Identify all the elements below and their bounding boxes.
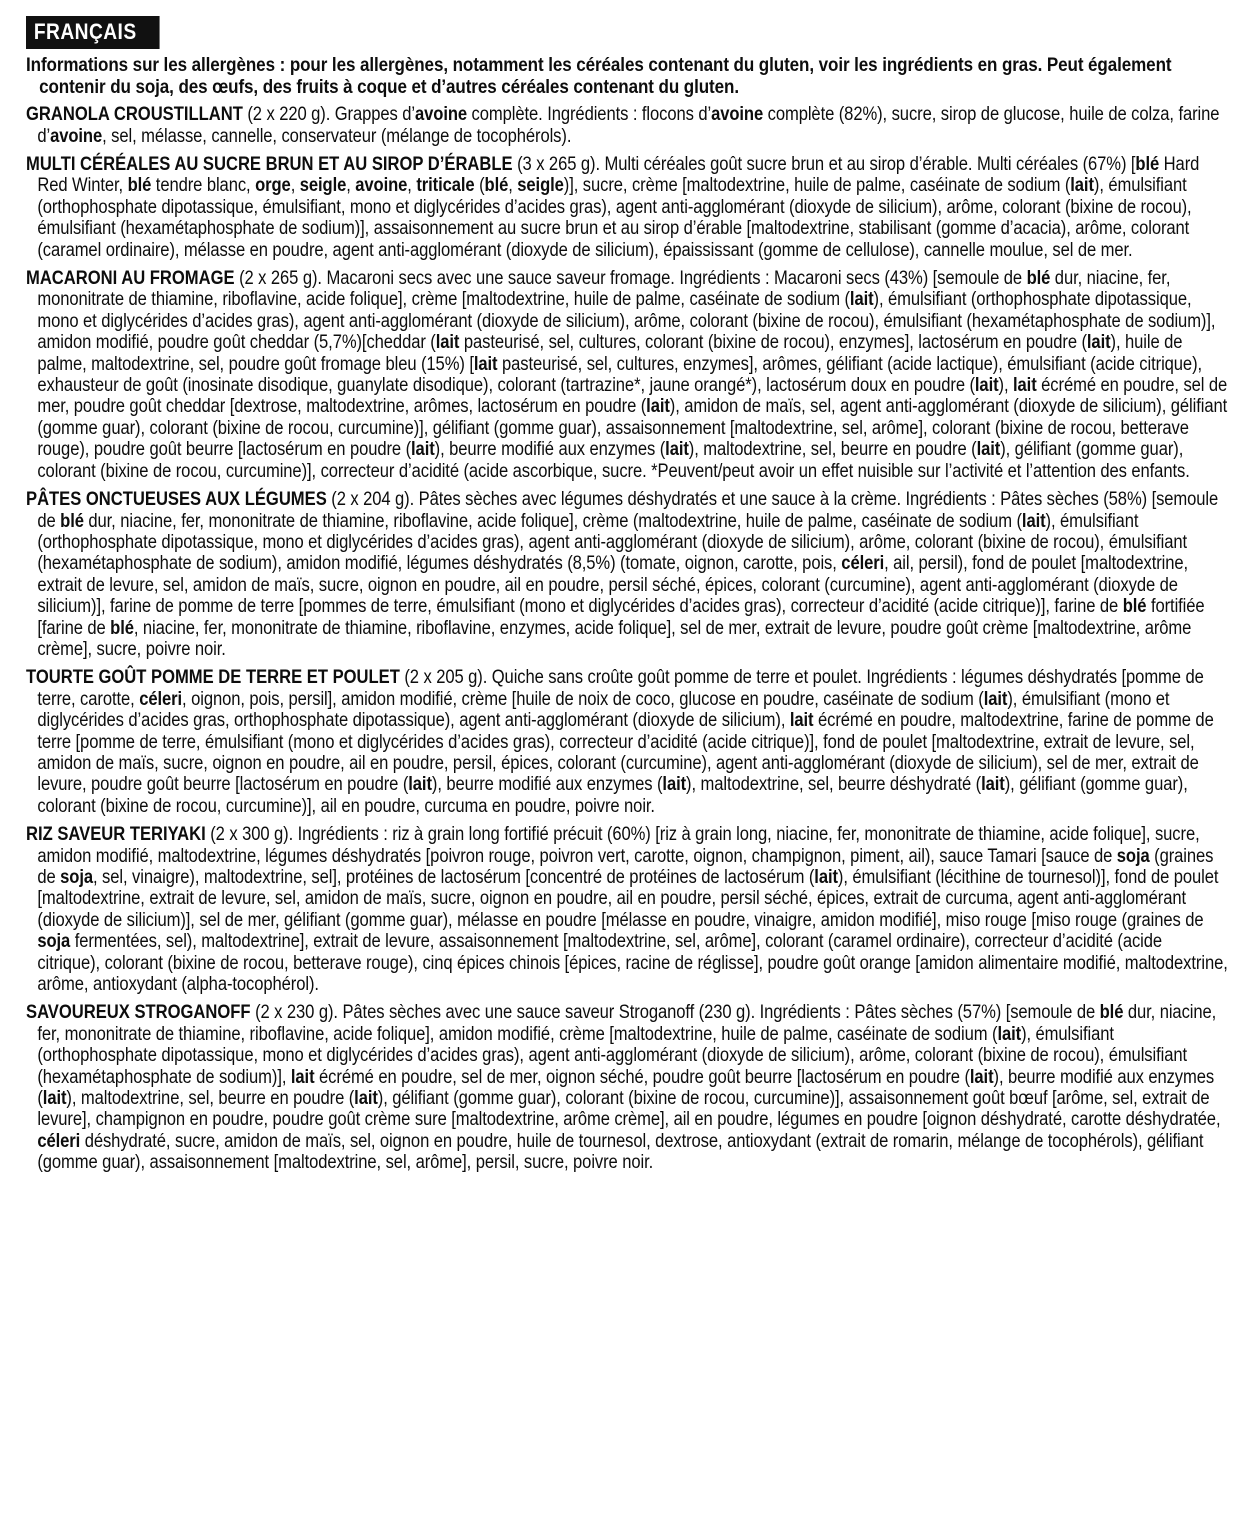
product-name: PÂTES ONCTUEUSES AUX LÉGUMES — [26, 489, 327, 511]
product-paragraph-tourte-poulet — [26, 667, 1229, 817]
product-name: GRANOLA CROUSTILLANT — [26, 104, 243, 126]
product-ingredients: (3 x 265 g). Multi céréales goût sucre brun et au sirop d’érable. Multi céréales (67%) [blé Hard Red Winter, blé tendre blanc, orge, seigle, avoine, triticale (blé, seigle)], sucre, crème [maltodextrine, huile de palme, caséinate de sodium (lait), émulsifiant (orthophosphate dipotassique, émulsifiant, mono et diglycérides d’acides gras), agent anti-agglomérant (dioxyde de silicium), arôme, colorant (bixine de rocou), émulsifiant (hexamétaphosphate de sodium)], assaisonnement au sucre brun et au sirop d’érable [maltodextrine, stabilisant (gomme d’acacia), arôme, colorant (caramel ordinaire), mélasse en poudre, agent anti-agglomérant (dioxyde de silicium), épaississant (gomme de cellulose), cannelle moulue, sel de mer. — [37, 154, 1200, 261]
product-name: MACARONI AU FROMAGE — [26, 268, 235, 290]
product-name: RIZ SAVEUR TERIYAKI — [26, 824, 206, 846]
product-paragraph-stroganoff — [26, 1002, 1229, 1173]
product-ingredients: (2 x 205 g). Quiche sans croûte goût pomme de terre et poulet. Ingrédients : légumes déshydratés [pomme de terre, carotte, céleri, oignon, pois, persil], amidon modifié, crème [huile de noix de coco, glucose en poudre, caséinate de sodium (lait), émulsifiant (mono et diglycérides d’acides gras, orthophosphate dipotassique), agent anti-agglomérant (dioxyde de silicium), lait écrémé en poudre, maltodextrine, farine de pomme de terre [pomme de terre, émulsifiant (mono et diglycérides d’acides gras), correcteur d’acidité (acide citrique)], fond de poulet [maltodextrine, extrait de levure, sel, amidon de maïs, sucre, oignon en poudre, ail en poudre, persil, épices, colorant (curcumine), agent anti-agglomérant (dioxyde de silicium), sel de mer, extrait de levure, poudre goût beurre [lactosérum en poudre (lait), beurre modifié aux enzymes (lait), maltodextrine, sel, beurre déshydraté (lait), gélifiant (gomme guar), colorant (bixine de rocou, curcumine)], ail en poudre, curcuma en poudre, poivre noir. — [37, 667, 1214, 817]
product-paragraph-pates-legumes — [26, 489, 1229, 660]
product-ingredients: (2 x 265 g). Macaroni secs avec une sauce saveur fromage. Ingrédients : Macaroni secs (43%) [semoule de blé dur, niacine, fer, mononitrate de thiamine, riboflavine, acide folique], crème [maltodextrine, huile de palme, caséinate de sodium (lait), émulsifiant (orthophosphate dipotassique, mono et diglycérides d’acides gras), agent anti-agglomérant (dioxyde de silicium), arôme, colorant (bixine de rocou), émulsifiant (hexamétaphosphate de sodium)], amidon modifié, poudre goût cheddar (5,7%)[cheddar (lait pasteurisé, sel, cultures, colorant (bixine de rocou), enzymes], lactosérum en poudre (lait), huile de palme, maltodextrine, sel, poudre goût fromage bleu (15%) [lait pasteurisé, sel, cultures, enzymes], arômes, gélifiant (acide lactique), émulsifiant (acide citrique), exhausteur de goût (inosinate disodique, guanylate disodique), colorant (tartrazine*, jaune orangé*), lactosérum doux en poudre (lait), lait écrémé en poudre, sel de mer, poudre goût cheddar [dextrose, maltodextrine, arômes, lactosérum en poudre (lait), amidon de maïs, sel, agent anti-agglomérant (dioxyde de silicium), gélifiant (gomme guar), colorant (bixine de rocou, curcumine)], gélifiant (gomme guar), assaisonnement [maltodextrine, sel, arôme], colorant (bixine de rocou, betterave rouge), poudre goût beurre [lactosérum en poudre (lait), beurre modifié aux enzymes (lait), maltodextrine, sel, beurre en poudre (lait), gélifiant (gomme guar), colorant (bixine de rocou, curcumine)], correcteur d’acidité (acide ascorbique, sucre. *Peuvent/peut avoir un effet nuisible sur l’activité et l’attention des enfants. — [37, 268, 1228, 482]
product-paragraph-riz-teriyaki — [26, 824, 1229, 995]
language-header-badge: FRANÇAIS — [26, 16, 159, 49]
label-text-column — [26, 16, 1229, 1174]
product-paragraph-multi-cereales — [26, 154, 1229, 261]
product-paragraph-granola — [26, 104, 1229, 147]
product-ingredients: (2 x 230 g). Pâtes sèches avec une sauce saveur Stroganoff (230 g). Ingrédients : Pâtes sèches (57%) [semoule de blé dur, niacine, fer, mononitrate de thiamine, riboflavine, acide folique], amidon modifié, crème [maltodextrine, huile de palme, caséinate de sodium (lait), émulsifiant (orthophosphate dipotassique, mono et diglycérides d’acides gras), agent anti-agglomérant (dioxyde de silicium), arôme, colorant (bixine de rocou), émulsifiant (hexamétaphosphate de sodium)], lait écrémé en poudre, sel de mer, oignon séché, poudre goût beurre [lactosérum en poudre (lait), beurre modifié aux enzymes (lait), maltodextrine, sel, beurre en poudre (lait), gélifiant (gomme guar), colorant (bixine de rocou, curcumine)], assaisonnement goût bœuf [arôme, sel, extrait de levure], champignon en poudre, poudre goût crème sure [maltodextrine, arôme crème], ail en poudre, légumes en poudre [oignon déshydraté, carotte déshydratée, céleri déshydraté, sucre, amidon de maïs, sel, oignon en poudre, huile de tournesol, dextrose, antioxydant (extrait de romarin, mélange de tocophérols), gélifiant (gomme guar), assaisonnement [maltodextrine, sel, arôme], persil, sucre, poivre noir. — [37, 1002, 1221, 1174]
product-name: SAVOUREUX STROGANOFF — [26, 1002, 251, 1024]
product-name: TOURTE GOÛT POMME DE TERRE ET POULET — [26, 667, 400, 689]
product-name: MULTI CÉRÉALES AU SUCRE BRUN ET AU SIROP D’ÉRABLE — [26, 154, 513, 175]
product-ingredients: (2 x 300 g). Ingrédients : riz à grain long fortifié précuit (60%) [riz à grain long, niacine, fer, mononitrate de thiamine, acide folique], sucre, amidon modifié, maltodextrine, légumes déshydratés [poivron rouge, poivron vert, carotte, oignon, champignon, piment, ail), sauce Tamari [sauce de soja (graines de soja, sel, vinaigre), maltodextrine, sel], protéines de lactosérum [concentré de protéines de lactosérum (lait), émulsifiant (lécithine de tournesol)], fond de poulet [maltodextrine, extrait de levure, sel, amidon de maïs, sucre, oignon en poudre, ail en poudre, persil séché, épices, extrait de curcuma, agent anti-agglomérant (dioxyde de silicium)], sel de mer, gélifiant (gomme guar), mélasse en poudre [mélasse en poudre, vinaigre, amidon modifié], miso rouge [miso rouge (graines de soja fermentées, sel), maltodextrine], extrait de levure, assaisonnement [maltodextrine, sel, arôme], colorant (caramel ordinaire), correcteur d’acidité (acide citrique), colorant (bixine de rocou, betterave rouge), cinq épices chinois [épices, racine de réglisse], poudre goût orange [amidon alimentaire modifié, maltodextrine, arôme, antioxydant (alpha-tocophérol). — [37, 824, 1228, 996]
product-ingredients: (2 x 204 g). Pâtes sèches avec légumes déshydratés et une sauce à la crème. Ingrédients : Pâtes sèches (58%) [semoule de blé dur, niacine, fer, mononitrate de thiamine, riboflavine, acide folique], crème (maltodextrine, huile de palme, caséinate de sodium (lait), émulsifiant (orthophosphate dipotassique, mono et diglycérides d’acides gras), agent anti-agglomérant (dioxyde de silicium), arôme, colorant (bixine de rocou), émulsifiant (hexamétaphosphate de sodium), amidon modifié, légumes déshydratés (8,5%) (tomate, oignon, carotte, pois, céleri, ail, persil), fond de poulet [maltodextrine, extrait de levure, sel, amidon de maïs, sucre, oignon en poudre, ail en poudre, persil séché, épices, colorant (curcumine), agent anti-agglomérant (dioxyde de silicium)], farine de pomme de terre [pommes de terre, émulsifiant (mono et diglycérides d’acides gras), correcteur d’acidité (acide citrique)], farine de blé fortifiée [farine de blé, niacine, fer, mononitrate de thiamine, riboflavine, enzymes, acide folique], sel de mer, extrait de levure, poudre goût crème [maltodextrine, arôme crème], sucre, poivre noir. — [37, 489, 1219, 660]
product-ingredients: (2 x 220 g). Grappes d’avoine complète. Ingrédients : flocons d’avoine complète (82%), sucre, sirop de glucose, huile de colza, farine d’avoine, sel, mélasse, cannelle, conservateur (mélange de tocophérols). — [37, 104, 1220, 147]
product-paragraph-macaroni-fromage — [26, 268, 1229, 482]
allergen-information-notice: Informations sur les allergènes : pour les allergènes, notamment les céréales contenant du gluten, voir les ingrédients en gras. Peut également contenir du soja, des œufs, des fruits à coque et d’autres céréales contenant du gluten. — [26, 54, 1172, 98]
